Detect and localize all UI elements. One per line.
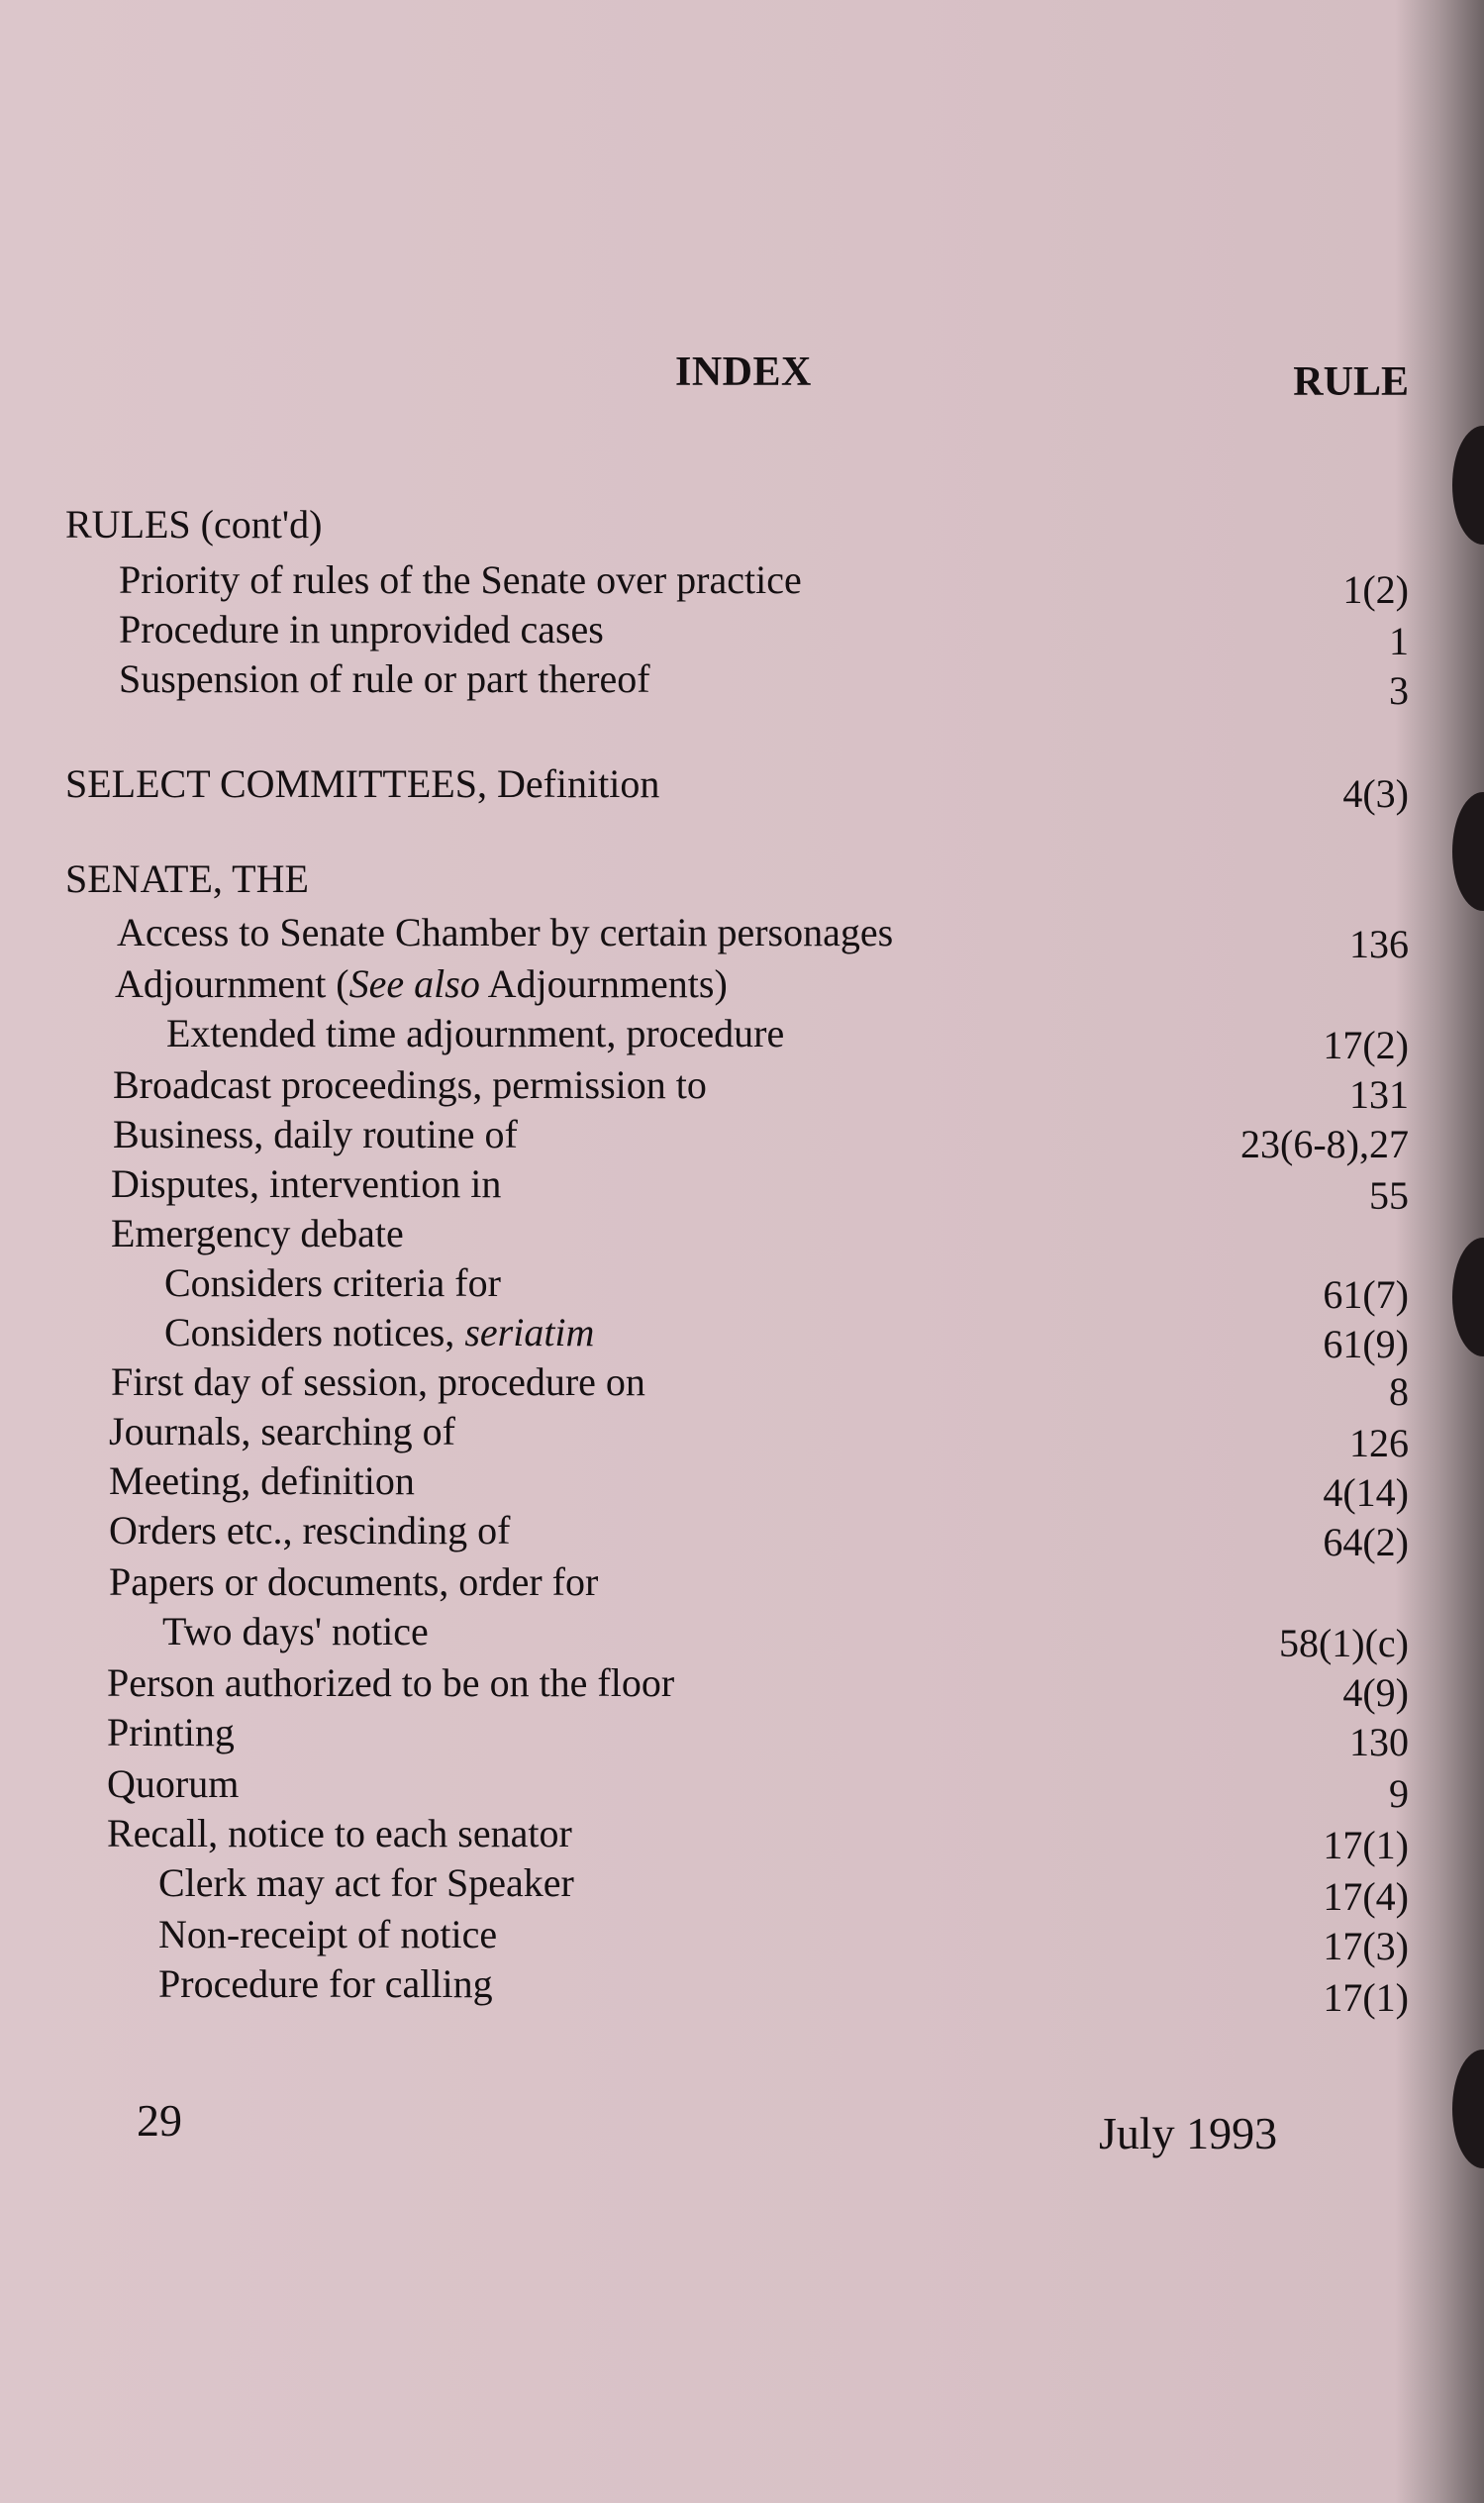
index-entry: Broadcast proceedings, permission to [113, 1062, 707, 1107]
rule-reference: 23(6-8),27 [1240, 1122, 1409, 1166]
rule-reference: 17(2) [1323, 1023, 1409, 1067]
index-entry: Business, daily routine of [113, 1112, 518, 1156]
rule-reference: 8 [1389, 1369, 1409, 1414]
rule-reference: 17(4) [1323, 1874, 1409, 1919]
index-entry: Quorum [107, 1761, 240, 1806]
index-entry: Person authorized to be on the floor [107, 1660, 675, 1705]
rule-reference: 61(7) [1323, 1272, 1409, 1317]
rule-reference: 126 [1349, 1421, 1409, 1465]
index-subentry: Non-receipt of notice [158, 1912, 498, 1956]
index-subentry: Considers notices, seriatim [164, 1310, 595, 1354]
index-entry: Printing [107, 1710, 235, 1754]
index-entry: Suspension of rule or part thereof [119, 656, 650, 701]
index-subentry: Two days' notice [162, 1609, 429, 1653]
rule-reference: 17(3) [1323, 1924, 1409, 1968]
index-entry: Emergency debate [111, 1211, 404, 1255]
rule-reference: 130 [1349, 1720, 1409, 1764]
rule-reference: 1 [1389, 619, 1409, 663]
rule-reference: 4(3) [1342, 771, 1409, 816]
see-also-note: See also [348, 961, 480, 1006]
seriatim-term: seriatim [464, 1310, 595, 1354]
page-number: 29 [137, 2095, 182, 2146]
rule-reference: 61(9) [1323, 1322, 1409, 1366]
index-entry: Journals, searching of [109, 1409, 455, 1453]
index-subentry: Clerk may act for Speaker [158, 1860, 574, 1905]
index-subentry: Procedure for calling [158, 1961, 493, 2006]
index-entry: Orders etc., rescinding of [109, 1508, 511, 1552]
rule-reference: 4(14) [1323, 1470, 1409, 1515]
index-entry-heading: SELECT COMMITTEES, Definition [65, 761, 660, 806]
index-entry: Access to Senate Chamber by certain personages [117, 910, 894, 954]
index-entry: Disputes, intervention in [111, 1161, 502, 1206]
rule-reference: 58(1)(c) [1278, 1621, 1409, 1665]
revision-date: July 1993 [1099, 2108, 1278, 2158]
rule-reference: 4(9) [1342, 1670, 1409, 1715]
index-entry: Procedure in unprovided cases [119, 607, 604, 651]
index-entry: Meeting, definition [109, 1458, 415, 1503]
rule-reference: 136 [1349, 922, 1409, 966]
index-entry: Adjournment (See also Adjournments) [115, 961, 728, 1006]
rule-reference: 3 [1389, 668, 1409, 713]
rule-reference: 64(2) [1323, 1520, 1409, 1564]
index-entry: First day of session, procedure on [111, 1359, 645, 1404]
index-subentry: Extended time adjournment, procedure [166, 1011, 785, 1055]
index-entry: Recall, notice to each senator [107, 1811, 572, 1855]
rule-reference: 17(1) [1323, 1823, 1409, 1867]
index-entry: Papers or documents, order for [109, 1559, 599, 1604]
index-entry-heading: SENATE, THE [65, 856, 309, 901]
index-entry: Priority of rules of the Senate over practice [119, 557, 802, 602]
rule-reference: 131 [1349, 1072, 1409, 1117]
index-entry-heading: RULES (cont'd) [65, 502, 323, 547]
rule-reference: 9 [1389, 1771, 1409, 1816]
index-heading: INDEX [675, 350, 812, 395]
rule-reference: 1(2) [1342, 567, 1409, 612]
index-subentry: Considers criteria for [164, 1260, 501, 1305]
rule-column-heading: RULE [1293, 359, 1409, 405]
rule-reference: 17(1) [1323, 1975, 1409, 2020]
rule-reference: 55 [1369, 1173, 1409, 1218]
